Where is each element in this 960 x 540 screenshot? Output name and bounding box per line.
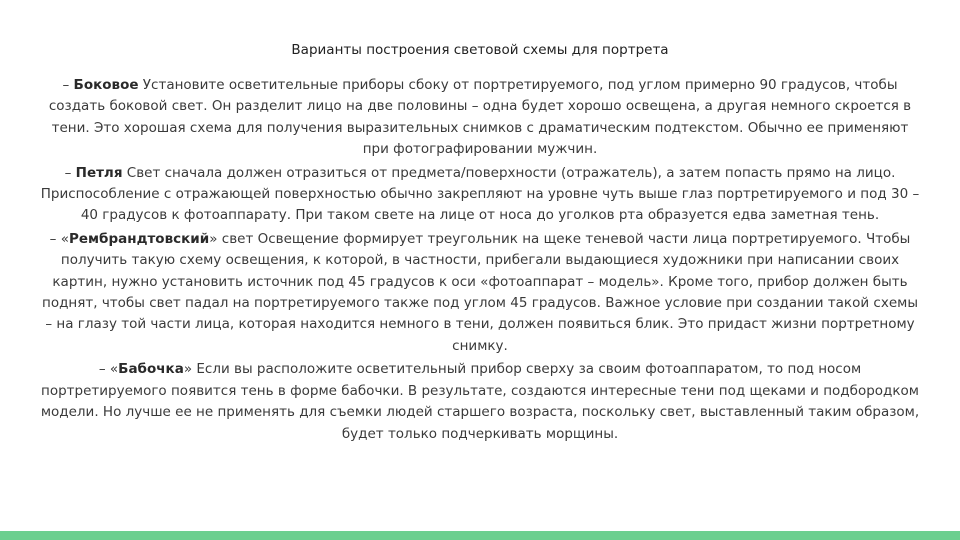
slide-title: Варианты построения световой схемы для портрета: [291, 42, 669, 58]
section-text: свет Освещение формирует треугольник на щеке теневой части лица портретируемого. Чтобы получить такую схему освещения, к которой, в частности, прибегали выдающиеся художники при написании своих картин, нужно установить источник под 45 градусов к оси «фотоаппарат – модель». Кроме того, прибор должен быть поднят, чтобы свет падал на портретируемого также под углом 45 градусов. Важное условие при создании такой схемы – на глазу той части лица, которая находится немного в тени, должен появиться блик. Это придаст жизни портретному снимку.: [42, 230, 918, 354]
section-suffix: »: [183, 361, 193, 378]
section-prefix: –: [64, 164, 76, 181]
section-prefix: – «: [98, 361, 119, 378]
section-term: Бабочка: [118, 361, 184, 378]
section-suffix: »: [209, 230, 218, 247]
section-butterfly-light: [40, 359, 920, 445]
section-rembrandt-light: [40, 229, 920, 357]
slide-content: [40, 75, 920, 447]
section-text: Если вы расположите осветительный прибор сверху за своим фотоаппаратом, то под носом портретируемого появится тень в форме бабочки. В результате, создаются интересные тени под щеками и подбородком модели. Но лучше ее не применять для съемки людей старшего возраста, поскольку свет, выставленный таким образом, будет только подчеркивать морщины.: [40, 361, 920, 442]
section-prefix: – «: [49, 230, 69, 247]
section-term: Петля: [75, 164, 123, 181]
section-prefix: –: [62, 77, 74, 93]
section-term: Боковое: [73, 77, 139, 93]
section-side-light: [40, 75, 920, 161]
section-text: Свет сначала должен отразиться от предмета/поверхности (отражатель), а затем попасть прямо на лицо. Приспособление с отражающей поверхностью обычно закрепляют на уровне чуть выше глаз портретируемого и под 30 – 40 градусов к фотоаппарату. При таком свете на лице от носа до уголков рта образуется едва заметная тень.: [40, 164, 920, 224]
bottom-accent-bar: [0, 531, 960, 540]
section-loop-light: [40, 163, 920, 227]
section-term: Рембрандтовский: [68, 230, 210, 247]
section-text: Установите осветительные приборы сбоку от портретируемого, под углом примерно 90 градусов, чтобы создать боковой свет. Он разделит лицо на две половины – одна будет хорошо освещена, а другая немного скроется в тени. Это хорошая схема для получения выразительных снимков с драматическим подтекстом. Обычно ее применяют при фотографировании мужчин.: [48, 77, 912, 158]
